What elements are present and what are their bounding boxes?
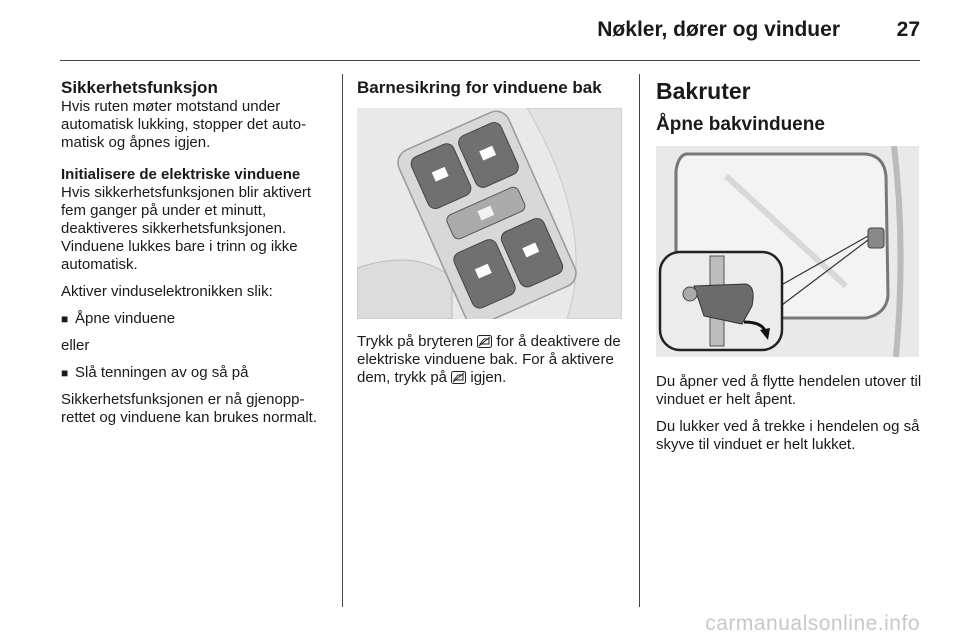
page-number: 27 xyxy=(896,18,920,41)
paragraph-initialise: Hvis sikkerhetsfunksjonen blir aktivert fem ganger på under et minutt, deaktiveres sikkerhetsfunksjonen. Vinduene lukkes bare i trinn og ikke automatisk. xyxy=(61,184,312,273)
window-switch-illustration xyxy=(357,108,622,319)
section-heading-safety: Sikkerhetsfunksjon xyxy=(61,78,218,97)
section-heading-child-lock: Barnesikring for vinduene bak xyxy=(357,78,602,97)
column-divider-2 xyxy=(639,74,640,607)
paragraph-safety: Hvis ruten møter motstand under automatisk lukking, stopper det automatisk og åpnes igjen. xyxy=(61,98,307,151)
child-lock-switch-icon xyxy=(477,335,492,348)
column-1 xyxy=(61,78,329,436)
bullet-square-icon: ■ xyxy=(61,366,69,380)
list-item-ignition: ■ Slå tenningen av og så på xyxy=(61,364,249,381)
column-3 xyxy=(656,78,922,463)
bullet-square-icon: ■ xyxy=(61,312,69,326)
list-item-open-windows: ■ Åpne vinduene xyxy=(61,310,176,327)
paragraph-open: Du åpner ved å flytte hendelen utover til vinduet er helt åpent. xyxy=(656,373,922,408)
column-divider-1 xyxy=(342,74,343,607)
column-2 xyxy=(357,78,627,396)
subheading-open-rear-windows: Åpne bakvinduene xyxy=(656,114,825,135)
paragraph-restored: Sikkerhetsfunksjonen er nå gjenopprettet og vinduene kan brukes normalt. xyxy=(61,391,317,426)
watermark: carmanualsonline.info xyxy=(705,612,920,635)
text-or: eller xyxy=(61,337,90,354)
rear-window-illustration xyxy=(656,146,919,357)
paragraph-activate: Aktiver vinduselektronikken slik: xyxy=(61,283,273,300)
subheading-initialise: Initialisere de elektriske vinduene xyxy=(61,166,301,183)
header-rule xyxy=(60,60,920,61)
running-header-title: Nøkler, dører og vinduer xyxy=(597,18,840,41)
paragraph-close: Du lukker ved å trekke i hendelen og så skyve til vinduet er helt lukket. xyxy=(656,418,920,453)
paragraph-child-lock: Trykk på bryteren for å deaktivere de elektriske vinduene bak. For å aktivere dem, trykk på igjen. xyxy=(357,333,621,386)
child-lock-switch-icon xyxy=(451,371,466,384)
section-heading-rear-windows: Bakruter xyxy=(656,78,751,104)
